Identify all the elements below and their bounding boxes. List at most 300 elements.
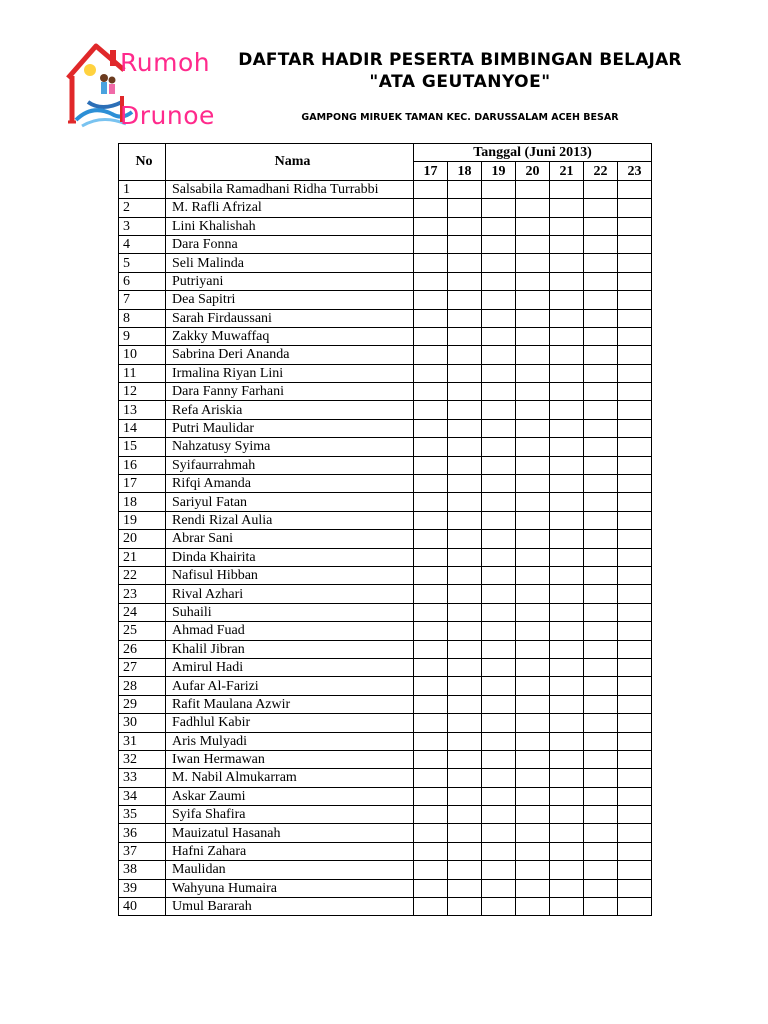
row-number: 14 xyxy=(119,419,166,437)
attendance-cell xyxy=(414,750,448,768)
table-row xyxy=(119,879,652,897)
attendance-cell xyxy=(482,714,516,732)
attendance-cell xyxy=(482,419,516,437)
row-number: 40 xyxy=(119,898,166,916)
attendance-cell xyxy=(448,475,482,493)
attendance-cell xyxy=(448,861,482,879)
table-row xyxy=(119,677,652,695)
attendance-cell xyxy=(584,603,618,621)
attendance-cell xyxy=(516,475,550,493)
participant-name: Rifqi Amanda xyxy=(166,475,414,493)
table-row xyxy=(119,787,652,805)
row-number: 23 xyxy=(119,585,166,603)
attendance-cell xyxy=(584,254,618,272)
attendance-cell xyxy=(414,401,448,419)
attendance-cell xyxy=(584,806,618,824)
row-number: 12 xyxy=(119,383,166,401)
attendance-cell xyxy=(550,879,584,897)
row-number: 31 xyxy=(119,732,166,750)
attendance-cell xyxy=(618,291,652,309)
attendance-cell xyxy=(482,879,516,897)
participant-name: Fadhlul Kabir xyxy=(166,714,414,732)
attendance-cell xyxy=(482,401,516,419)
attendance-cell xyxy=(550,806,584,824)
attendance-cell xyxy=(482,180,516,198)
attendance-cell xyxy=(516,383,550,401)
row-number: 1 xyxy=(119,180,166,198)
attendance-cell xyxy=(516,291,550,309)
attendance-cell xyxy=(550,346,584,364)
row-number: 11 xyxy=(119,364,166,382)
row-number: 7 xyxy=(119,291,166,309)
attendance-cell xyxy=(414,291,448,309)
attendance-cell xyxy=(482,309,516,327)
attendance-cell xyxy=(448,787,482,805)
participant-name: M. Nabil Almukarram xyxy=(166,769,414,787)
attendance-cell xyxy=(516,585,550,603)
attendance-cell xyxy=(414,493,448,511)
attendance-cell xyxy=(618,309,652,327)
attendance-cell xyxy=(414,548,448,566)
attendance-cell xyxy=(550,327,584,345)
attendance-cell xyxy=(448,419,482,437)
table-row xyxy=(119,842,652,860)
attendance-cell xyxy=(414,180,448,198)
attendance-cell xyxy=(618,585,652,603)
table-row xyxy=(119,658,652,676)
attendance-cell xyxy=(448,327,482,345)
attendance-cell xyxy=(618,383,652,401)
column-header-no: No xyxy=(119,144,166,181)
attendance-cell xyxy=(550,438,584,456)
attendance-cell xyxy=(482,732,516,750)
row-number: 38 xyxy=(119,861,166,879)
participant-name: Iwan Hermawan xyxy=(166,750,414,768)
attendance-cell xyxy=(516,898,550,916)
table-row xyxy=(119,235,652,253)
row-number: 25 xyxy=(119,622,166,640)
attendance-cell xyxy=(550,401,584,419)
row-number: 9 xyxy=(119,327,166,345)
attendance-cell xyxy=(448,364,482,382)
attendance-cell xyxy=(618,603,652,621)
attendance-cell xyxy=(584,346,618,364)
attendance-cell xyxy=(584,199,618,217)
attendance-cell xyxy=(550,622,584,640)
date-header-cell: 23 xyxy=(618,162,652,180)
attendance-cell xyxy=(584,511,618,529)
attendance-cell xyxy=(550,383,584,401)
attendance-cell xyxy=(482,364,516,382)
attendance-cell xyxy=(618,732,652,750)
attendance-cell xyxy=(618,401,652,419)
attendance-cell xyxy=(414,438,448,456)
row-number: 4 xyxy=(119,235,166,253)
attendance-cell xyxy=(618,327,652,345)
attendance-cell xyxy=(414,383,448,401)
attendance-cell xyxy=(448,272,482,290)
attendance-cell xyxy=(584,548,618,566)
table-row xyxy=(119,622,652,640)
attendance-cell xyxy=(550,750,584,768)
attendance-cell xyxy=(584,309,618,327)
attendance-cell xyxy=(584,530,618,548)
attendance-cell xyxy=(584,732,618,750)
attendance-cell xyxy=(482,199,516,217)
attendance-cell xyxy=(448,806,482,824)
attendance-cell xyxy=(414,309,448,327)
attendance-cell xyxy=(414,898,448,916)
row-number: 21 xyxy=(119,548,166,566)
row-number: 35 xyxy=(119,806,166,824)
table-row xyxy=(119,566,652,584)
attendance-cell xyxy=(482,291,516,309)
attendance-cell xyxy=(550,254,584,272)
attendance-cell xyxy=(482,272,516,290)
attendance-cell xyxy=(618,530,652,548)
participant-name: Zakky Muwaffaq xyxy=(166,327,414,345)
attendance-cell xyxy=(618,199,652,217)
attendance-cell xyxy=(618,640,652,658)
row-number: 30 xyxy=(119,714,166,732)
attendance-cell xyxy=(584,566,618,584)
attendance-cell xyxy=(448,383,482,401)
table-row xyxy=(119,346,652,364)
attendance-cell xyxy=(584,861,618,879)
attendance-cell xyxy=(550,640,584,658)
attendance-cell xyxy=(448,180,482,198)
attendance-cell xyxy=(448,254,482,272)
attendance-cell xyxy=(414,695,448,713)
attendance-cell xyxy=(584,456,618,474)
participant-name: Aufar Al-Farizi xyxy=(166,677,414,695)
attendance-cell xyxy=(618,456,652,474)
table-row xyxy=(119,898,652,916)
attendance-cell xyxy=(550,180,584,198)
row-number: 29 xyxy=(119,695,166,713)
participant-name: Dara Fanny Farhani xyxy=(166,383,414,401)
attendance-cell xyxy=(482,824,516,842)
attendance-cell xyxy=(516,714,550,732)
attendance-cell xyxy=(550,309,584,327)
attendance-cell xyxy=(482,475,516,493)
attendance-cell xyxy=(448,622,482,640)
attendance-cell xyxy=(448,309,482,327)
row-number: 16 xyxy=(119,456,166,474)
attendance-cell xyxy=(584,272,618,290)
attendance-cell xyxy=(448,732,482,750)
attendance-cell xyxy=(550,861,584,879)
attendance-cell xyxy=(482,898,516,916)
attendance-cell xyxy=(516,879,550,897)
attendance-cell xyxy=(584,695,618,713)
attendance-cell xyxy=(584,585,618,603)
attendance-cell xyxy=(482,254,516,272)
participant-name: Syifa Shafira xyxy=(166,806,414,824)
table-row xyxy=(119,603,652,621)
participant-name: Dara Fonna xyxy=(166,235,414,253)
attendance-cell xyxy=(448,511,482,529)
attendance-cell xyxy=(584,769,618,787)
table-row xyxy=(119,309,652,327)
row-number: 6 xyxy=(119,272,166,290)
attendance-cell xyxy=(584,787,618,805)
attendance-cell xyxy=(516,180,550,198)
attendance-cell xyxy=(482,769,516,787)
table-row xyxy=(119,585,652,603)
column-header-name: Nama xyxy=(166,144,414,181)
attendance-cell xyxy=(618,714,652,732)
attendance-cell xyxy=(550,714,584,732)
attendance-cell xyxy=(550,475,584,493)
attendance-cell xyxy=(414,861,448,879)
attendance-cell xyxy=(482,806,516,824)
row-number: 5 xyxy=(119,254,166,272)
attendance-cell xyxy=(448,714,482,732)
attendance-cell xyxy=(482,603,516,621)
table-row xyxy=(119,364,652,382)
participant-name: Aris Mulyadi xyxy=(166,732,414,750)
table-row xyxy=(119,475,652,493)
attendance-cell xyxy=(448,530,482,548)
attendance-cell xyxy=(414,806,448,824)
attendance-cell xyxy=(584,383,618,401)
table-row xyxy=(119,272,652,290)
attendance-cell xyxy=(618,235,652,253)
attendance-cell xyxy=(618,254,652,272)
attendance-cell xyxy=(516,346,550,364)
attendance-cell xyxy=(414,217,448,235)
attendance-rows xyxy=(119,180,652,916)
attendance-cell xyxy=(516,511,550,529)
attendance-cell xyxy=(584,327,618,345)
attendance-cell xyxy=(414,419,448,437)
attendance-cell xyxy=(414,603,448,621)
date-header-cell: 19 xyxy=(482,162,516,180)
attendance-cell xyxy=(448,235,482,253)
table-row xyxy=(119,806,652,824)
table-row xyxy=(119,327,652,345)
attendance-table xyxy=(118,143,652,916)
attendance-cell xyxy=(414,254,448,272)
attendance-cell xyxy=(550,585,584,603)
table-row xyxy=(119,291,652,309)
participant-name: Sabrina Deri Ananda xyxy=(166,346,414,364)
attendance-cell xyxy=(516,199,550,217)
participant-name: Maulidan xyxy=(166,861,414,879)
attendance-cell xyxy=(516,272,550,290)
column-header-date-group: Tanggal (Juni 2013) xyxy=(414,144,652,162)
attendance-cell xyxy=(482,750,516,768)
attendance-cell xyxy=(448,769,482,787)
attendance-cell xyxy=(584,291,618,309)
attendance-cell xyxy=(448,603,482,621)
row-number: 27 xyxy=(119,658,166,676)
attendance-cell xyxy=(448,640,482,658)
attendance-cell xyxy=(618,769,652,787)
attendance-cell xyxy=(550,769,584,787)
table-row xyxy=(119,383,652,401)
attendance-cell xyxy=(584,235,618,253)
row-number: 2 xyxy=(119,199,166,217)
participant-name: Refa Ariskia xyxy=(166,401,414,419)
table-row xyxy=(119,824,652,842)
participant-name: Rendi Rizal Aulia xyxy=(166,511,414,529)
attendance-cell xyxy=(584,217,618,235)
participant-name: Hafni Zahara xyxy=(166,842,414,860)
attendance-cell xyxy=(448,217,482,235)
table-row xyxy=(119,769,652,787)
attendance-cell xyxy=(414,530,448,548)
participant-name: Lini Khalishah xyxy=(166,217,414,235)
attendance-cell xyxy=(482,456,516,474)
attendance-cell xyxy=(414,769,448,787)
attendance-cell xyxy=(584,898,618,916)
attendance-cell xyxy=(414,585,448,603)
table-row xyxy=(119,419,652,437)
attendance-cell xyxy=(482,585,516,603)
attendance-cell xyxy=(618,898,652,916)
row-number: 19 xyxy=(119,511,166,529)
attendance-cell xyxy=(584,879,618,897)
participant-name: Mauizatul Hasanah xyxy=(166,824,414,842)
attendance-cell xyxy=(516,419,550,437)
attendance-cell xyxy=(618,787,652,805)
attendance-cell xyxy=(448,346,482,364)
attendance-cell xyxy=(618,824,652,842)
attendance-cell xyxy=(584,750,618,768)
row-number: 17 xyxy=(119,475,166,493)
attendance-cell xyxy=(550,658,584,676)
attendance-cell xyxy=(550,695,584,713)
attendance-cell xyxy=(584,438,618,456)
attendance-cell xyxy=(550,898,584,916)
participant-name: Rafit Maulana Azwir xyxy=(166,695,414,713)
attendance-cell xyxy=(584,714,618,732)
attendance-cell xyxy=(516,787,550,805)
attendance-cell xyxy=(516,842,550,860)
attendance-cell xyxy=(550,530,584,548)
attendance-cell xyxy=(618,272,652,290)
attendance-cell xyxy=(550,787,584,805)
attendance-cell xyxy=(618,842,652,860)
attendance-cell xyxy=(618,438,652,456)
attendance-cell xyxy=(482,677,516,695)
attendance-cell xyxy=(516,530,550,548)
attendance-cell xyxy=(618,622,652,640)
attendance-cell xyxy=(584,364,618,382)
date-header-cell: 17 xyxy=(414,162,448,180)
attendance-cell xyxy=(516,548,550,566)
row-number: 39 xyxy=(119,879,166,897)
logo-word-2: Drunoe xyxy=(120,101,215,130)
attendance-cell xyxy=(448,438,482,456)
attendance-cell xyxy=(414,364,448,382)
attendance-cell xyxy=(482,235,516,253)
table-row xyxy=(119,640,652,658)
attendance-cell xyxy=(618,419,652,437)
attendance-cell xyxy=(618,861,652,879)
attendance-cell xyxy=(482,787,516,805)
attendance-cell xyxy=(516,695,550,713)
attendance-cell xyxy=(516,493,550,511)
row-number: 8 xyxy=(119,309,166,327)
attendance-cell xyxy=(618,695,652,713)
row-number: 15 xyxy=(119,438,166,456)
attendance-cell xyxy=(618,475,652,493)
attendance-cell xyxy=(482,548,516,566)
attendance-cell xyxy=(584,493,618,511)
attendance-cell xyxy=(448,456,482,474)
participant-name: Rival Azhari xyxy=(166,585,414,603)
participant-name: Irmalina Riyan Lini xyxy=(166,364,414,382)
table-row xyxy=(119,180,652,198)
attendance-cell xyxy=(550,272,584,290)
attendance-cell xyxy=(516,769,550,787)
participant-name: Amirul Hadi xyxy=(166,658,414,676)
attendance-cell xyxy=(448,658,482,676)
attendance-cell xyxy=(516,603,550,621)
attendance-cell xyxy=(516,640,550,658)
attendance-cell xyxy=(618,677,652,695)
attendance-cell xyxy=(482,327,516,345)
attendance-cell xyxy=(448,824,482,842)
page-title: DAFTAR HADIR PESERTA BIMBINGAN BELAJAR xyxy=(238,50,682,70)
attendance-cell xyxy=(448,548,482,566)
attendance-cell xyxy=(516,438,550,456)
attendance-cell xyxy=(618,217,652,235)
participant-name: Putri Maulidar xyxy=(166,419,414,437)
attendance-cell xyxy=(516,401,550,419)
attendance-cell xyxy=(414,475,448,493)
table-row xyxy=(119,217,652,235)
date-header-cell: 20 xyxy=(516,162,550,180)
attendance-cell xyxy=(516,806,550,824)
date-header-cell: 22 xyxy=(584,162,618,180)
attendance-cell xyxy=(618,658,652,676)
table-row xyxy=(119,199,652,217)
attendance-cell xyxy=(550,824,584,842)
attendance-cell xyxy=(414,658,448,676)
date-header-cell: 21 xyxy=(550,162,584,180)
attendance-cell xyxy=(414,787,448,805)
attendance-cell xyxy=(550,419,584,437)
table-row xyxy=(119,456,652,474)
attendance-cell xyxy=(482,511,516,529)
attendance-cell xyxy=(448,291,482,309)
attendance-cell xyxy=(482,861,516,879)
table-row xyxy=(119,750,652,768)
attendance-cell xyxy=(550,364,584,382)
attendance-cell xyxy=(414,622,448,640)
attendance-cell xyxy=(482,217,516,235)
attendance-cell xyxy=(414,566,448,584)
attendance-cell xyxy=(414,511,448,529)
table-row xyxy=(119,511,652,529)
participant-name: Khalil Jibran xyxy=(166,640,414,658)
attendance-cell xyxy=(414,677,448,695)
participant-name: Dinda Khairita xyxy=(166,548,414,566)
attendance-cell xyxy=(482,695,516,713)
attendance-cell xyxy=(516,622,550,640)
participant-name: Suhaili xyxy=(166,603,414,621)
attendance-cell xyxy=(584,419,618,437)
table-row xyxy=(119,695,652,713)
row-number: 20 xyxy=(119,530,166,548)
attendance-cell xyxy=(448,750,482,768)
participant-name: Sariyul Fatan xyxy=(166,493,414,511)
logo xyxy=(62,40,232,130)
